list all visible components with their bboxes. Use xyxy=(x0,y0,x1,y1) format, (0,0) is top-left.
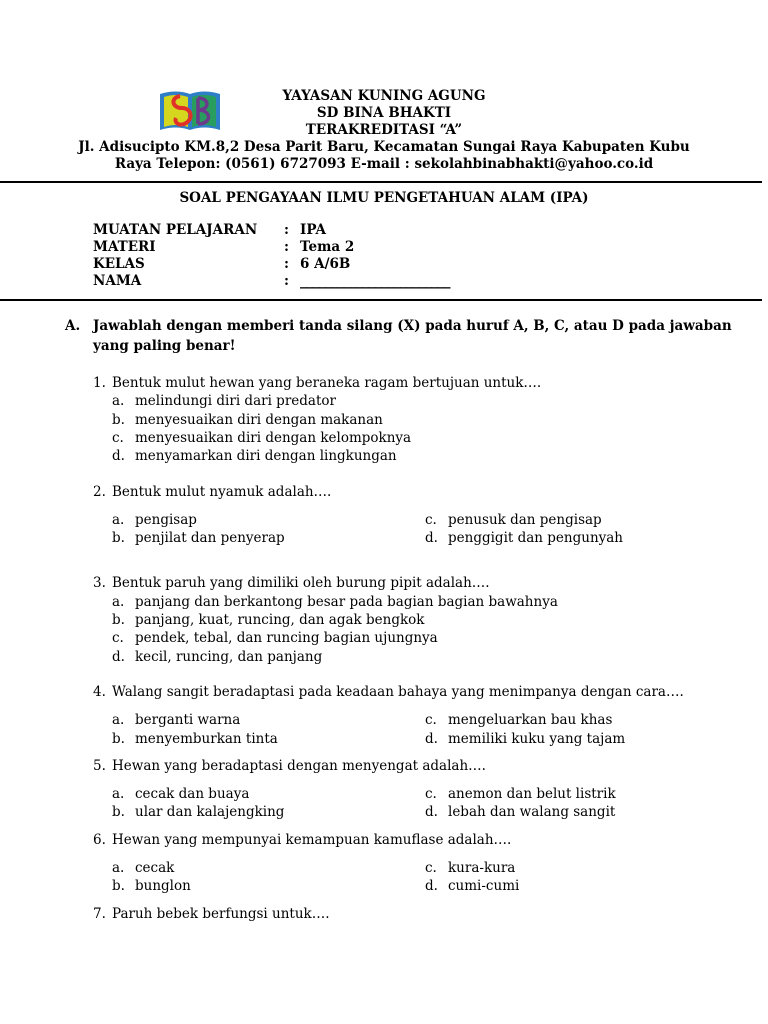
info-value: Tema 2 xyxy=(300,239,355,255)
option-key[interactable]: d. xyxy=(112,649,125,665)
question-number: 3. xyxy=(93,575,106,591)
info-label: NAMA xyxy=(93,273,142,289)
option-key[interactable]: d. xyxy=(112,448,125,464)
option-key[interactable]: b. xyxy=(112,530,125,546)
question-number: 7. xyxy=(93,906,106,922)
exam-title: SOAL PENGAYAAN ILMU PENGETAHUAN ALAM (IPA) xyxy=(179,190,589,206)
option-key[interactable]: c. xyxy=(112,630,124,646)
question-text: Hewan yang mempunyai kemampuan kamuflase adalah…. xyxy=(112,832,512,848)
option-key[interactable]: c. xyxy=(112,430,124,446)
question-text: Walang sangit beradaptasi pada keadaan bahaya yang menimpanya dengan cara…. xyxy=(112,684,684,700)
option-key[interactable]: d. xyxy=(425,530,438,546)
instruction-line-2: yang paling benar! xyxy=(93,338,236,354)
option-key[interactable]: a. xyxy=(112,860,125,876)
info-value: IPA xyxy=(300,222,326,238)
option-text: menyesuaikan diri dengan makanan xyxy=(135,412,383,428)
option-key[interactable]: b. xyxy=(112,731,125,747)
option-key[interactable]: a. xyxy=(112,594,125,610)
name-blank[interactable]: ________________________ xyxy=(300,273,450,289)
question-number: 1. xyxy=(93,375,106,391)
option-key[interactable]: d. xyxy=(425,804,438,820)
option-text: panjang, kuat, runcing, dan agak bengkok xyxy=(135,612,425,628)
option-text: memiliki kuku yang tajam xyxy=(448,731,626,747)
option-key[interactable]: b. xyxy=(112,804,125,820)
info-label: MUATAN PELAJARAN xyxy=(93,222,258,238)
option-text: berganti warna xyxy=(135,712,241,728)
address-line: Jl. Adisucipto KM.8,2 Desa Parit Baru, Kecamatan Sungai Raya Kabupaten Kubu xyxy=(78,139,690,155)
option-key[interactable]: a. xyxy=(112,786,125,802)
school-name: SD BINA BHAKTI xyxy=(316,105,452,121)
option-text: panjang dan berkantong besar pada bagian bagian bawahnya xyxy=(135,594,558,610)
info-divider xyxy=(0,299,762,301)
question-text: Hewan yang beradaptasi dengan menyengat adalah…. xyxy=(112,758,486,774)
option-text: menyemburkan tinta xyxy=(135,731,278,747)
option-key[interactable]: a. xyxy=(112,393,125,409)
option-text: cumi-cumi xyxy=(448,878,520,894)
option-text: anemon dan belut listrik xyxy=(448,786,616,802)
option-key[interactable]: c. xyxy=(425,712,437,728)
info-separator: : xyxy=(284,222,289,238)
option-key[interactable]: a. xyxy=(112,512,125,528)
option-text: cecak dan buaya xyxy=(135,786,250,802)
option-text: menyesuaikan diri dengan kelompoknya xyxy=(135,430,412,446)
question-number: 6. xyxy=(93,832,106,848)
option-text: cecak xyxy=(135,860,175,876)
question-text: Bentuk mulut hewan yang beraneka ragam bertujuan untuk…. xyxy=(112,375,542,391)
option-text: penjilat dan penyerap xyxy=(135,530,285,546)
option-text: ular dan kalajengking xyxy=(135,804,285,820)
option-text: melindungi diri dari predator xyxy=(135,393,336,409)
option-key[interactable]: b. xyxy=(112,878,125,894)
option-text: bunglon xyxy=(135,878,191,894)
info-label: KELAS xyxy=(93,256,145,272)
accreditation: TERAKREDITASI “A” xyxy=(305,122,463,138)
info-separator: : xyxy=(284,256,289,272)
option-text: pendek, tebal, dan runcing bagian ujungnya xyxy=(135,630,438,646)
option-text: mengeluarkan bau khas xyxy=(448,712,613,728)
contact-line: Raya Telepon: (0561) 6727093 E-mail : sekolahbinabhakti@yahoo.co.id xyxy=(114,156,654,172)
question-number: 4. xyxy=(93,684,106,700)
option-text: menyamarkan diri dengan lingkungan xyxy=(135,448,397,464)
foundation-name: YAYASAN KUNING AGUNG xyxy=(282,88,486,104)
option-key[interactable]: c. xyxy=(425,786,437,802)
info-separator: : xyxy=(284,239,289,255)
option-text: pengisap xyxy=(135,512,197,528)
option-key[interactable]: b. xyxy=(112,612,125,628)
option-text: lebah dan walang sangit xyxy=(448,804,616,820)
option-text: kura-kura xyxy=(448,860,516,876)
section-letter: A. xyxy=(65,318,81,334)
header-divider xyxy=(0,181,762,183)
option-key[interactable]: b. xyxy=(112,412,125,428)
option-key[interactable]: c. xyxy=(425,860,437,876)
option-key[interactable]: d. xyxy=(425,878,438,894)
question-text: Bentuk paruh yang dimiliki oleh burung pipit adalah…. xyxy=(112,575,490,591)
question-number: 5. xyxy=(93,758,106,774)
option-key[interactable]: a. xyxy=(112,712,125,728)
info-label: MATERI xyxy=(93,239,156,255)
option-text: kecil, runcing, dan panjang xyxy=(135,649,323,665)
info-value: 6 A/6B xyxy=(300,256,351,272)
option-key[interactable]: d. xyxy=(425,731,438,747)
question-number: 2. xyxy=(93,484,106,500)
instruction-line-1: Jawablah dengan memberi tanda silang (X) pada huruf A, B, C, atau D pada jawaban xyxy=(93,318,732,334)
question-text: Bentuk mulut nyamuk adalah…. xyxy=(112,484,332,500)
question-text: Paruh bebek berfungsi untuk…. xyxy=(112,906,330,922)
option-text: penusuk dan pengisap xyxy=(448,512,602,528)
option-text: penggigit dan pengunyah xyxy=(448,530,624,546)
option-key[interactable]: c. xyxy=(425,512,437,528)
info-separator: : xyxy=(284,273,289,289)
